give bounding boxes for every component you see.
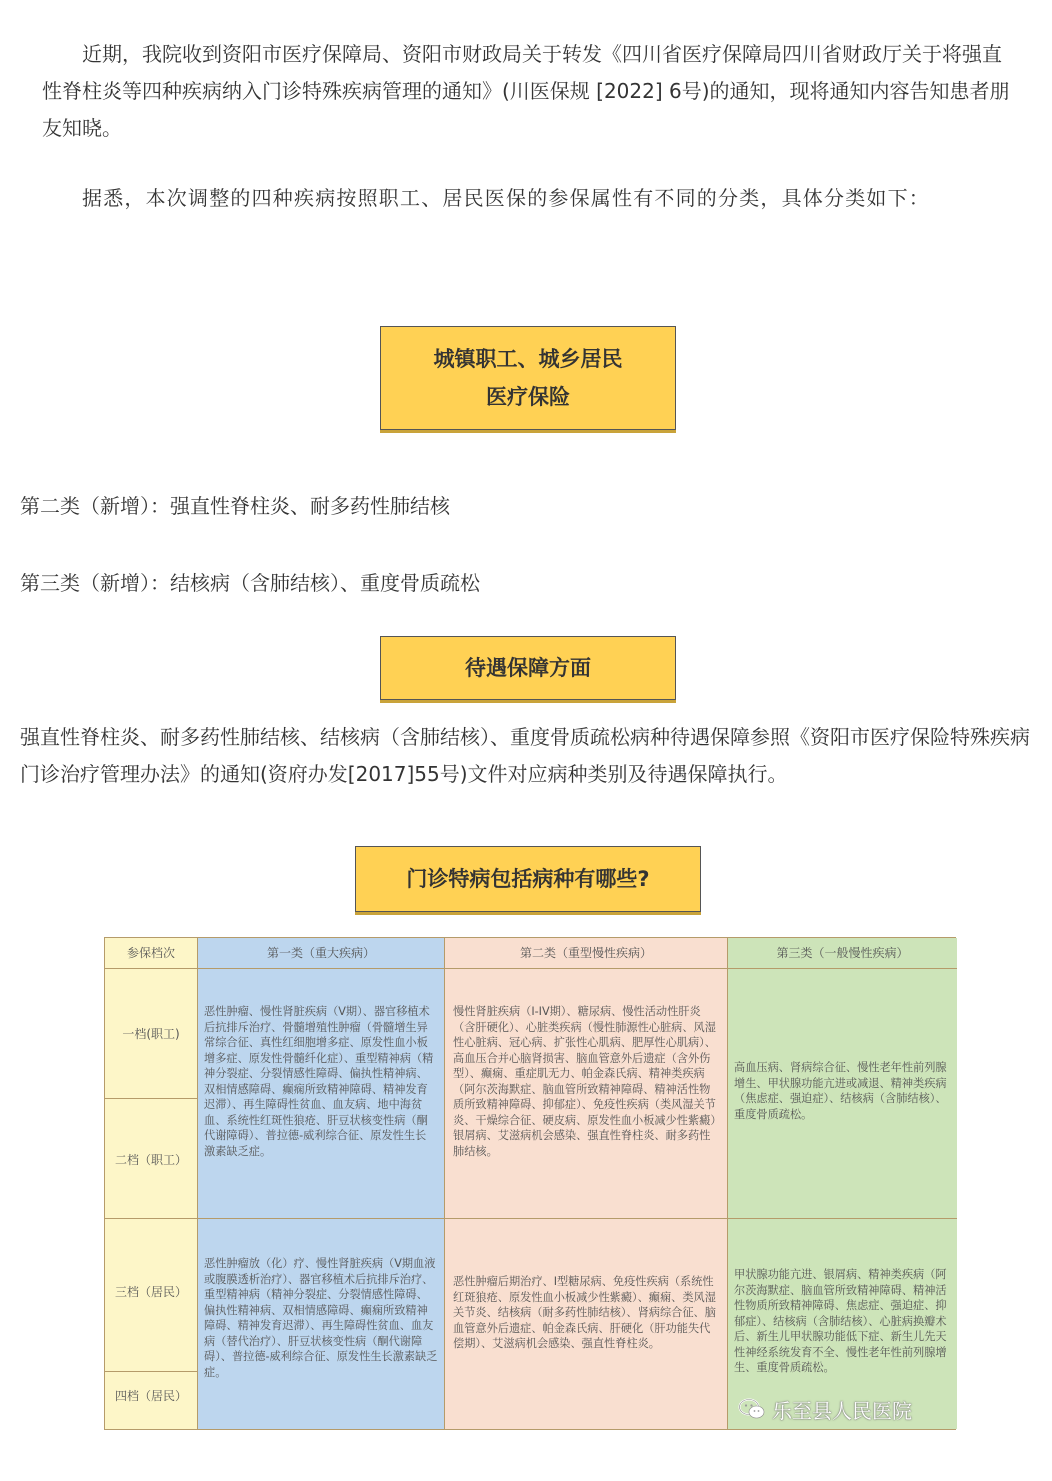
column-category-one bbox=[198, 938, 445, 1429]
header-category-one: 第一类（重大疾病） bbox=[198, 938, 444, 969]
diseases-heading-box bbox=[355, 846, 701, 912]
employee-cat1-cell: 恶性肿瘤、慢性肾脏疾病（V期）、器官移植术后抗排斥治疗、骨髓增殖性肿瘤（骨髓增生异常综合征、真性红细胞增多症、原发性血小板增多症、原发性骨髓纤化症）、重型精神病（精神分裂症、分裂情感性障碍、偏执性精神病、双相情感障碍、癫痫所致精神障碍、精神发育迟滞）、再生障碍性贫血、血友病、地中海贫血、系统性红斑性狼疮、肝豆状核变性病（酮代谢障碍）、普拉德-威利综合征、原发性生长激素缺乏症。 bbox=[204, 1005, 434, 1158]
row-divider bbox=[105, 1371, 197, 1372]
intro-paragraph: 近期，我院收到资阳市医疗保障局、资阳市财政局关于转发《四川省医疗保障局四川省财政厅关于将强直性脊柱炎等四种疾病纳入门诊特殊疾病管理的通知》(川医保规 [2022] 6号)的通知，现将通知内容告知患者朋友知晓。 bbox=[42, 42, 1010, 140]
level-three: 三档（居民） bbox=[114, 1285, 187, 1299]
resident-cat2-cell: 恶性肿瘤后期治疗、I型糖尿病、免疫性疾病（系统性红斑狼疮、原发性血小板减少性紫癜）、癫痫、类风湿关节炎、结核病（耐多药性肺结核）、肾病综合征、脑血管意外后遗症、帕金森氏病、肝硬化（肝功能失代偿期）、艾滋病机会感染、强直性脊柱炎。 bbox=[453, 1275, 716, 1350]
classification-paragraph: 据悉，本次调整的四种疾病按照职工、居民医保的参保属性有不同的分类，具体分类如下： bbox=[82, 186, 930, 210]
category-two-new: 第二类（新增）：强直性脊柱炎、耐多药性肺结核 bbox=[20, 494, 450, 518]
watermark-text: 乐至县人民医院 bbox=[772, 1398, 912, 1423]
diseases-heading: 门诊特病包括病种有哪些? bbox=[406, 867, 650, 891]
header-category-three: 第三类（一般慢性疾病） bbox=[728, 938, 957, 969]
level-one: 一档(职工) bbox=[122, 1027, 180, 1041]
row-divider bbox=[105, 1098, 197, 1099]
wechat-icon bbox=[738, 1397, 766, 1421]
column-level bbox=[105, 938, 198, 1429]
resident-cat1-cell: 恶性肿瘤放（化）疗、慢性肾脏疾病（V期血液或腹膜透析治疗）、器官移植术后抗排斥治疗、重型精神病（精神分裂症、分裂情感性障碍、偏执性精神病、双相情感障碍、癫痫所致精神障碍、精神发育迟滞）、再生障碍性贫血、血友病（替代治疗）、肝豆状核变性病（酮代谢障碍）、普拉德-威利综合征、原发性生长激素缺乏症。 bbox=[204, 1257, 438, 1379]
row-divider bbox=[105, 1218, 197, 1219]
column-category-two bbox=[445, 938, 728, 1429]
column-category-three bbox=[728, 938, 957, 1429]
employee-cat3-cell: 高血压病、肾病综合征、慢性老年性前列腺增生、甲状腺功能亢进或减退、精神类疾病（焦虑症、强迫症）、结核病（含肺结核）、重度骨质疏松。 bbox=[734, 1061, 947, 1121]
insurance-heading-box bbox=[380, 326, 676, 430]
header-level: 参保档次 bbox=[105, 938, 197, 969]
insurance-heading-line2: 医疗保险 bbox=[486, 385, 570, 409]
benefits-paragraph: 强直性脊柱炎、耐多药性肺结核、结核病（含肺结核）、重度骨质疏松病种待遇保障参照《资阳市医疗保险特殊疾病门诊治疗管理办法》的通知(资府办发[2017]55号)文件对应病种类别及待遇保障执行。 bbox=[20, 725, 1030, 786]
level-two: 二档（职工） bbox=[114, 1153, 187, 1167]
employee-cat2-cell: 慢性肾脏疾病（I-IV期）、糖尿病、慢性活动性肝炎（含肝硬化）、心脏类疾病（慢性肺源性心脏病、风湿性心脏病、冠心病、扩张性心肌病、肥厚性心肌病）、高血压合并心脑肾损害、脑血管意外后遗症（含外伤型）、癫痫、重症肌无力、帕金森氏病、精神类疾病（阿尔茨海默症、脑血管所致精神障碍、精神活性物质所致精神障碍、抑郁症）、免疫性疾病（类风湿关节炎、干燥综合征、硬皮病、原发性血小板减少性紫癜）银屑病、艾滋病机会感染、强直性脊柱炎、耐多药性肺结核。 bbox=[453, 1005, 716, 1158]
category-three-new: 第三类（新增）：结核病（含肺结核）、重度骨质疏松 bbox=[20, 571, 480, 595]
row-divider bbox=[445, 1218, 727, 1219]
row-divider bbox=[728, 1218, 957, 1219]
row-divider bbox=[198, 1218, 444, 1219]
benefits-heading: 待遇保障方面 bbox=[465, 656, 591, 680]
level-four: 四档（居民） bbox=[114, 1389, 187, 1403]
disease-category-table bbox=[104, 937, 956, 1430]
insurance-heading-line1: 城镇职工、城乡居民 bbox=[433, 347, 623, 371]
resident-cat3-cell: 甲状腺功能亢进、银屑病、精神类疾病（阿尔茨海默症、脑血管所致精神障碍、精神活性物质所致精神障碍、焦虑症、强迫症、抑郁症）、结核病（含肺结核）、心脏病换瓣术后、新生儿甲状腺功能低下症、新生儿先天性神经系统发育不全、慢性老年性前列腺增生、重度骨质疏松。 bbox=[734, 1268, 947, 1374]
benefits-heading-box bbox=[380, 636, 676, 700]
header-category-two: 第二类（重型慢性疾病） bbox=[445, 938, 727, 969]
wechat-watermark bbox=[738, 1392, 912, 1426]
